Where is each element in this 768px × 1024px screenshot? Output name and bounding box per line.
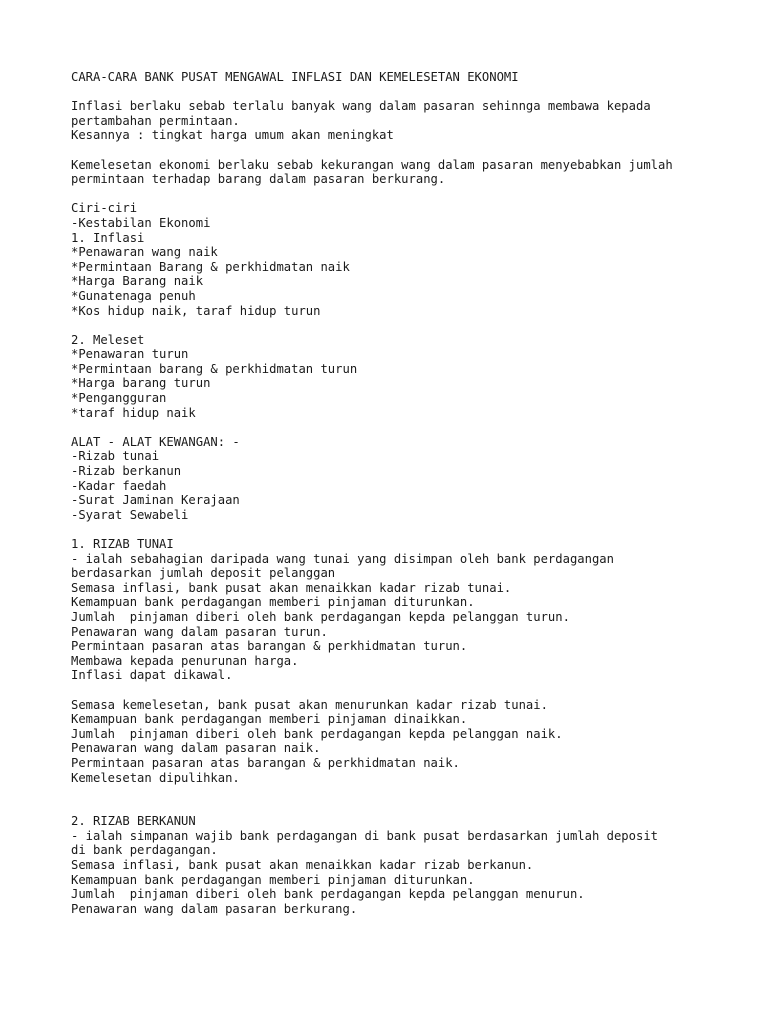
text-line: Semasa kemelesetan, bank pusat akan menurunkan kadar rizab tunai. xyxy=(71,697,548,712)
list-item: *Harga barang turun xyxy=(71,376,211,391)
list-item: -Rizab berkanun xyxy=(71,464,182,479)
text-line: Kemampuan bank perdagangan memberi pinjaman diturunkan. xyxy=(71,595,475,610)
list-item: -Kestabilan Ekonomi xyxy=(71,215,211,230)
blank-line xyxy=(71,187,761,202)
list-item: *Permintaan barang & perkhidmatan turun xyxy=(71,361,358,376)
text-line: Kemampuan bank perdagangan memberi pinjaman diturunkan. xyxy=(71,872,475,887)
section-heading: 2. Meleset xyxy=(71,332,145,347)
section-heading: ALAT - ALAT KEWANGAN: - xyxy=(71,434,240,449)
list-item: *Penawaran wang naik xyxy=(71,245,218,260)
text-line: Kemampuan bank perdagangan memberi pinjaman dinaikkan. xyxy=(71,712,468,727)
text-line: Penawaran wang dalam pasaran naik. xyxy=(71,741,321,756)
text-line: Jumlah pinjaman diberi oleh bank perdagangan kepda pelanggan menurun. xyxy=(71,887,585,902)
text-line: - ialah simpanan wajib bank perdagangan di bank pusat berdasarkan jumlah deposit xyxy=(71,828,658,843)
document-body xyxy=(71,70,761,916)
document-title: CARA-CARA BANK PUSAT MENGAWAL INFLASI DAN KEMELESETAN EKONOMI xyxy=(71,70,519,84)
blank-line xyxy=(71,143,761,158)
list-item: *Gunatenaga penuh xyxy=(71,288,196,303)
list-item: *Harga Barang naik xyxy=(71,274,204,289)
list-item: -Syarat Sewabeli xyxy=(71,507,189,522)
text-line: - ialah sebahagian daripada wang tunai yang disimpan oleh bank perdagangan xyxy=(71,551,614,566)
text-line: Membawa kepada penurunan harga. xyxy=(71,653,299,668)
text-line: Permintaan pasaran atas barangan & perkhidmatan turun. xyxy=(71,639,468,654)
text-line: Jumlah pinjaman diberi oleh bank perdagangan kepda pelanggan turun. xyxy=(71,609,570,624)
text-line: berdasarkan jumlah deposit pelanggan xyxy=(71,566,336,581)
text-line: pertambahan permintaan. xyxy=(71,113,240,128)
text-line: di bank perdagangan. xyxy=(71,843,218,858)
blank-line xyxy=(71,800,761,815)
text-line: Kesannya : tingkat harga umum akan meningkat xyxy=(71,128,394,143)
text-line: Kemelesetan ekonomi berlaku sebab kekurangan wang dalam pasaran menyebabkan jumlah xyxy=(71,157,673,172)
text-line: Penawaran wang dalam pasaran berkurang. xyxy=(71,901,358,916)
blank-line xyxy=(71,420,761,435)
blank-line xyxy=(71,318,761,333)
section-heading: 1. RIZAB TUNAI xyxy=(71,537,174,551)
section-heading: 2. RIZAB BERKANUN xyxy=(71,814,196,829)
blank-line xyxy=(71,683,761,698)
text-line: Inflasi berlaku sebab terlalu banyak wang dalam pasaran sehinnga membawa kepada xyxy=(71,99,651,114)
text-line: Penawaran wang dalam pasaran turun. xyxy=(71,624,328,639)
text-line: Jumlah pinjaman diberi oleh bank perdagangan kepda pelanggan naik. xyxy=(71,726,563,741)
list-item: -Surat Jaminan Kerajaan xyxy=(71,493,240,508)
text-line: Kemelesetan dipulihkan. xyxy=(71,770,240,785)
blank-line xyxy=(71,522,761,537)
list-item: *taraf hidup naik xyxy=(71,405,196,420)
list-item: *Permintaan Barang & perkhidmatan naik xyxy=(71,259,350,274)
text-line: Inflasi dapat dikawal. xyxy=(71,668,233,683)
section-heading: Ciri-ciri xyxy=(71,201,138,216)
text-line: Semasa inflasi, bank pusat akan menaikkan kadar rizab tunai. xyxy=(71,580,512,595)
list-item: *Kos hidup naik, taraf hidup turun xyxy=(71,303,321,318)
list-item: -Rizab tunai xyxy=(71,449,160,464)
list-item: -Kadar faedah xyxy=(71,478,167,493)
text-line: permintaan terhadap barang dalam pasaran berkurang. xyxy=(71,172,446,187)
list-item: *Pengangguran xyxy=(71,391,167,406)
list-item: *Penawaran turun xyxy=(71,347,189,362)
section-heading: 1. Inflasi xyxy=(71,230,145,245)
blank-line xyxy=(71,85,761,100)
blank-line xyxy=(71,785,761,800)
text-line: Permintaan pasaran atas barangan & perkhidmatan naik. xyxy=(71,755,460,770)
text-line: Semasa inflasi, bank pusat akan menaikkan kadar rizab berkanun. xyxy=(71,858,534,873)
